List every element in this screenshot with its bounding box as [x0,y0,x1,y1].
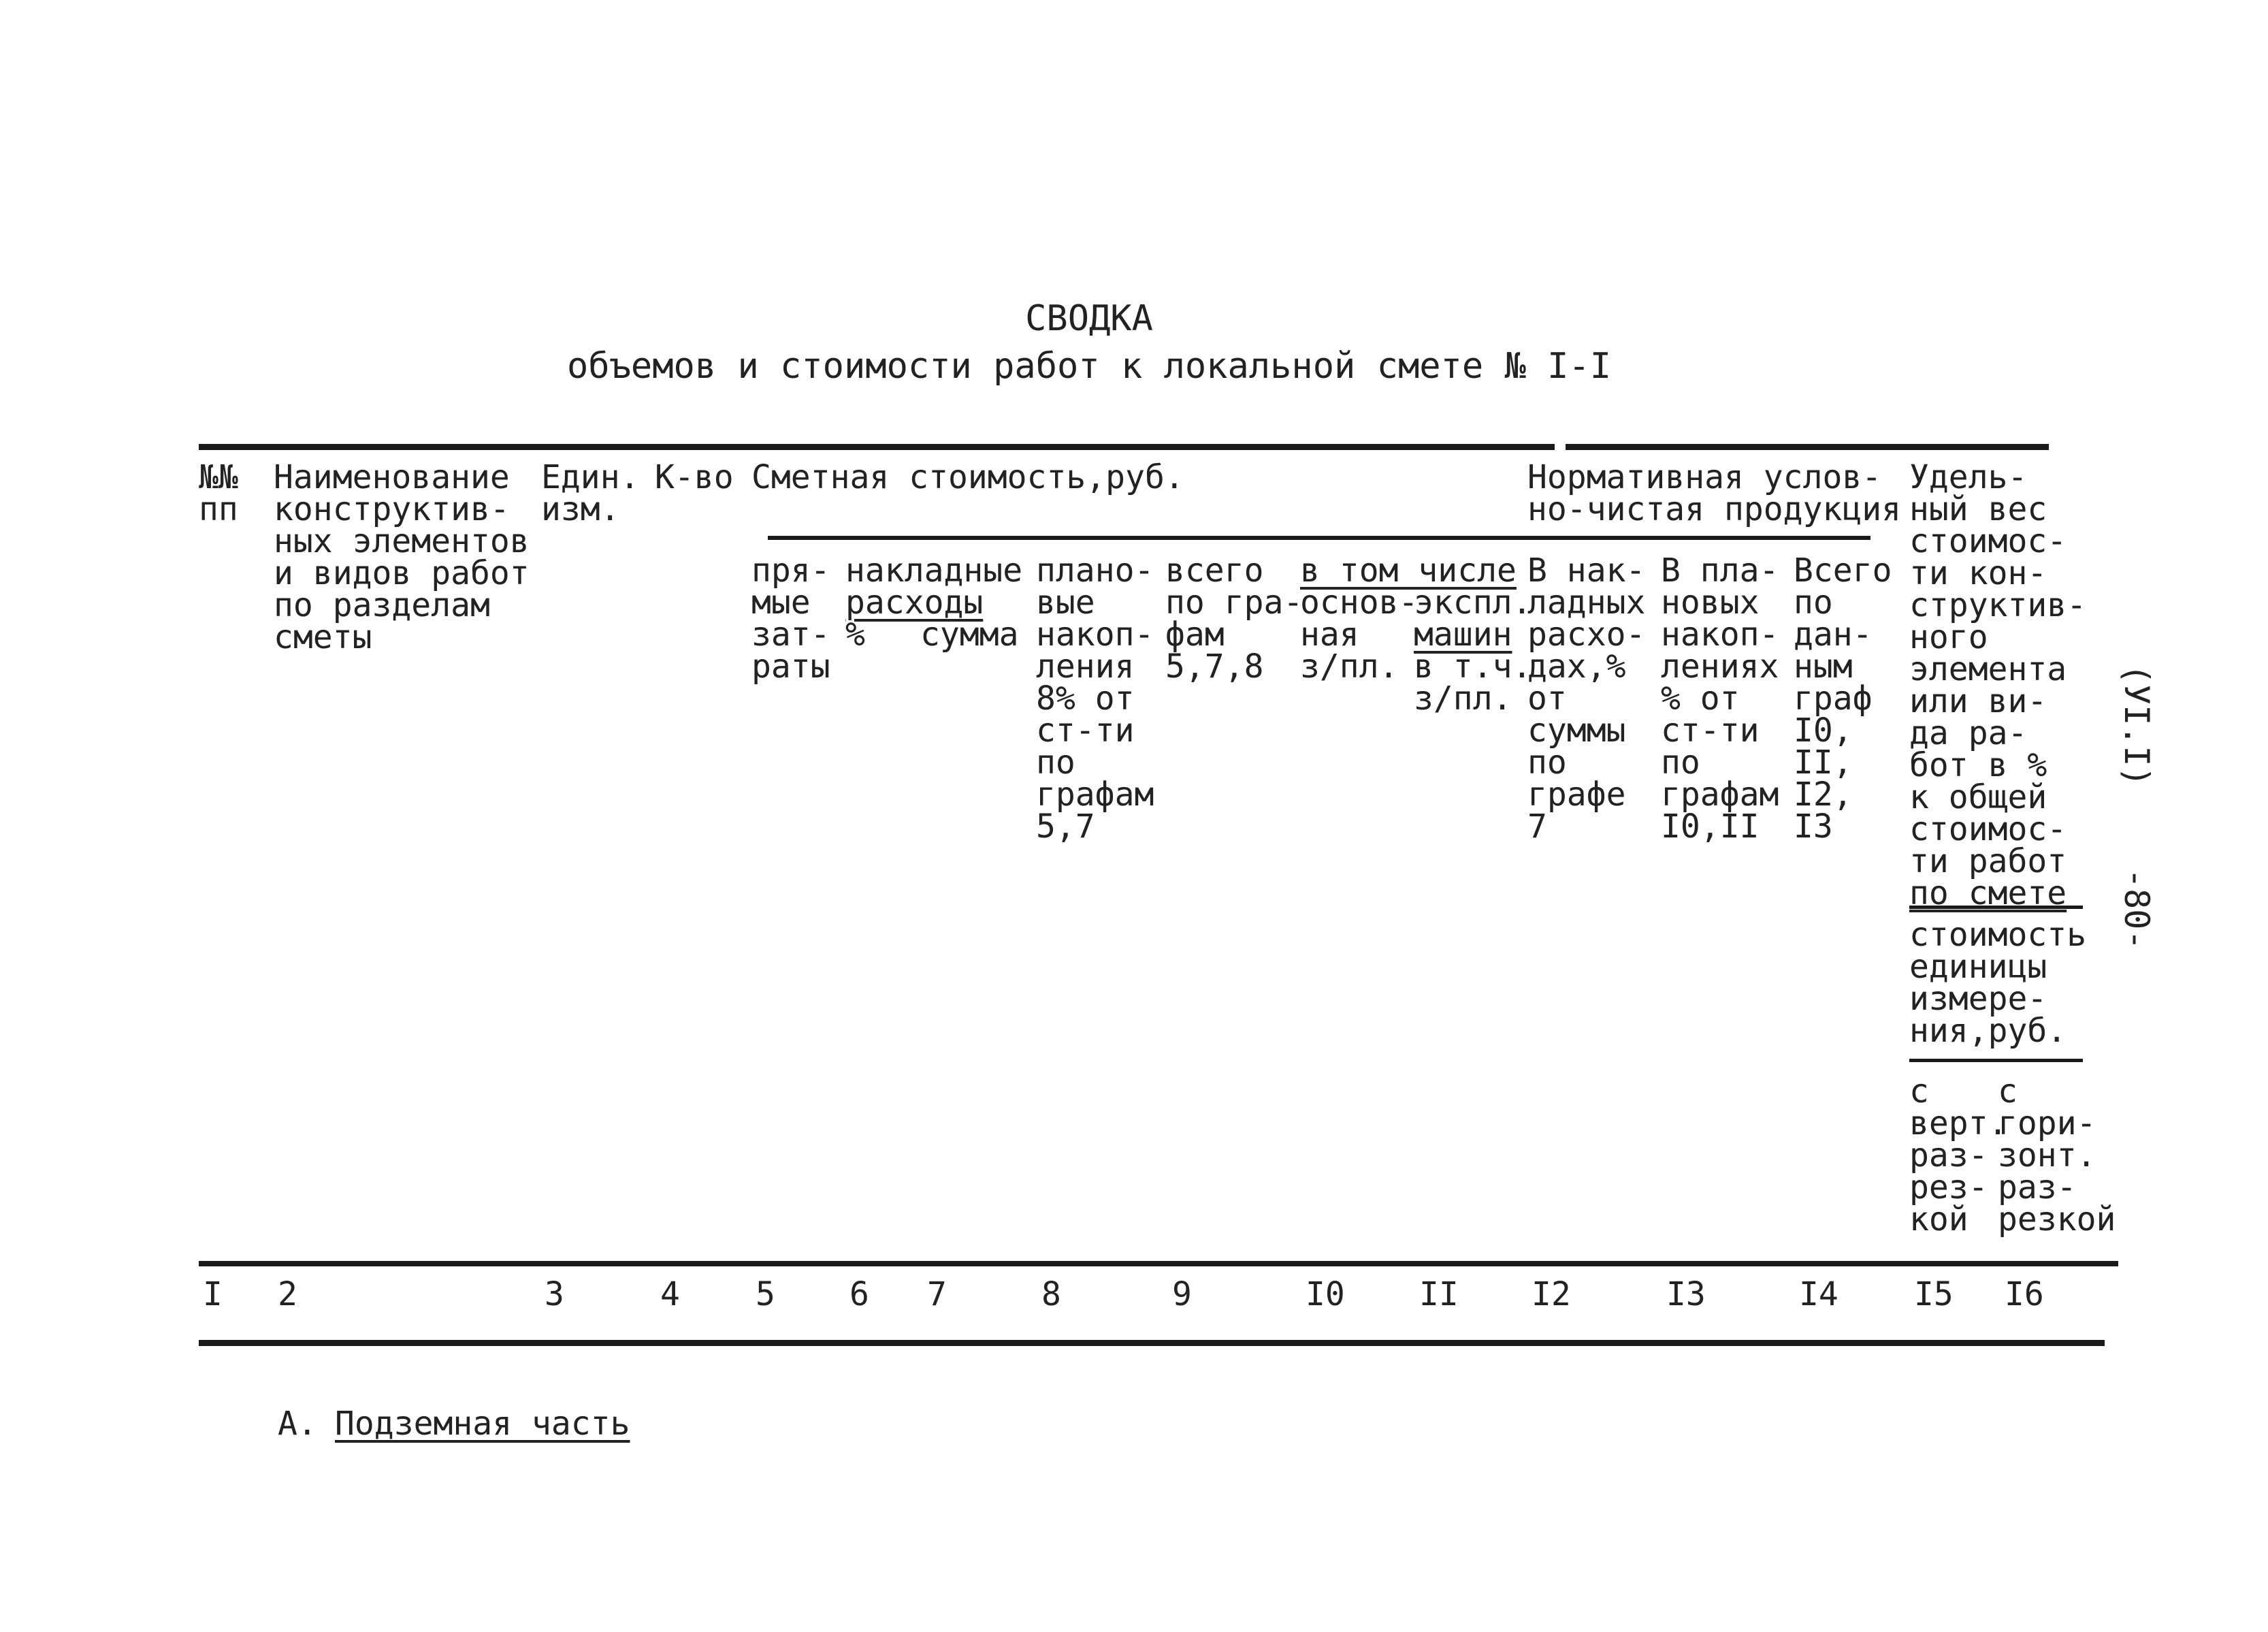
document-title: СВОДКА [1025,298,1153,339]
col-number-15: I5 [1914,1275,1954,1313]
header-row-number: №№ пп [199,458,238,528]
col-number-2: 2 [278,1275,297,1313]
overhead-head: накладные [845,551,1023,590]
top-rule-right [1566,444,2049,450]
header-norm-planned: В пла- новых накоп- лениях % от ст-ти по графам I0,II [1661,551,1779,846]
machine-line1: экспл. [1414,583,1532,622]
section-name: Подземная часть [335,1405,630,1443]
header-planned-savings: плано- вые накоп- ления 8% от ст-ти по графам 5,7 [1036,551,1154,846]
header-bottom-rule [199,1261,2118,1266]
header-overhead-percent: % [845,615,865,654]
header-unit: Един. изм. [541,458,640,528]
machine-line2: машин [1414,615,1512,654]
header-quantity: К-во [655,458,734,496]
header-norm-overhead: В нак- ладных расхо- дах,% от суммы по графе 7 [1527,551,1646,846]
col-number-13: I3 [1666,1275,1706,1313]
col-number-6: 6 [849,1275,869,1313]
col-number-14: I4 [1799,1275,1838,1313]
machine-rest: в т.ч. з/пл. [1414,647,1532,718]
header-base-wages: основ- ная з/пл. [1300,583,1419,686]
col-number-16: I6 [2005,1275,2044,1313]
header-group-normative: Нормативная услов- но-чистая продукция [1527,458,1902,528]
col-number-7: 7 [927,1275,947,1313]
header-vertical-cut: с верт. раз- рез- кой [1909,1072,2008,1238]
col-number-3: 3 [545,1275,564,1313]
header-name: Наименование конструктив- ных элементов и видов работ по разделам сметы [274,458,530,656]
weight-sub-rule-2 [1909,1059,2083,1062]
document-subtitle: объемов и стоимости работ к локальной смете № I-I [566,346,1612,387]
col-number-12: I2 [1532,1275,1571,1313]
header-norm-total: Всего по дан- ным граф I0, II, I2, I3 [1794,551,1892,846]
header-unit-cost: стоимость единицы измере- ния,руб. [1909,916,2087,1050]
margin-section-code: (УI.I) [2117,664,2156,787]
col-number-9: 9 [1172,1275,1192,1313]
header-including: в том числе [1300,551,1517,590]
header-total: всего по гра- фам 5,7,8 [1165,551,1303,686]
col-number-5: 5 [756,1275,775,1313]
section-letter: А. [278,1405,317,1443]
header-group-weight: Удель- ный вес стоимос- ти кон- структив- ного элемента или ви- да ра- бот в % к общей стоимос- ти работ [1909,458,2087,880]
header-overhead-label [845,551,1023,622]
header-horizontal-cut: с гори- зонт. раз- резкой [1998,1072,2116,1238]
col-number-8: 8 [1041,1275,1061,1313]
col-number-11: II [1419,1275,1459,1313]
top-rule-left [199,444,1555,450]
header-direct-costs: пря- мые зат- раты [751,551,830,686]
col-number-1: I [203,1275,223,1313]
header-machine-operation [1414,583,1532,718]
overhead-under: расходы [845,583,984,622]
cost-group-rule [768,536,1870,540]
header-group-weight-last: по смете [1909,874,2067,912]
numbers-bottom-rule [199,1340,2105,1346]
col-number-4: 4 [660,1275,680,1313]
header-overhead-sum: сумма [920,615,1019,654]
header-group-estimated-cost: Сметная стоимость,руб. [751,458,1184,496]
margin-page-number: -80- [2117,868,2156,950]
col-number-10: I0 [1306,1275,1345,1313]
